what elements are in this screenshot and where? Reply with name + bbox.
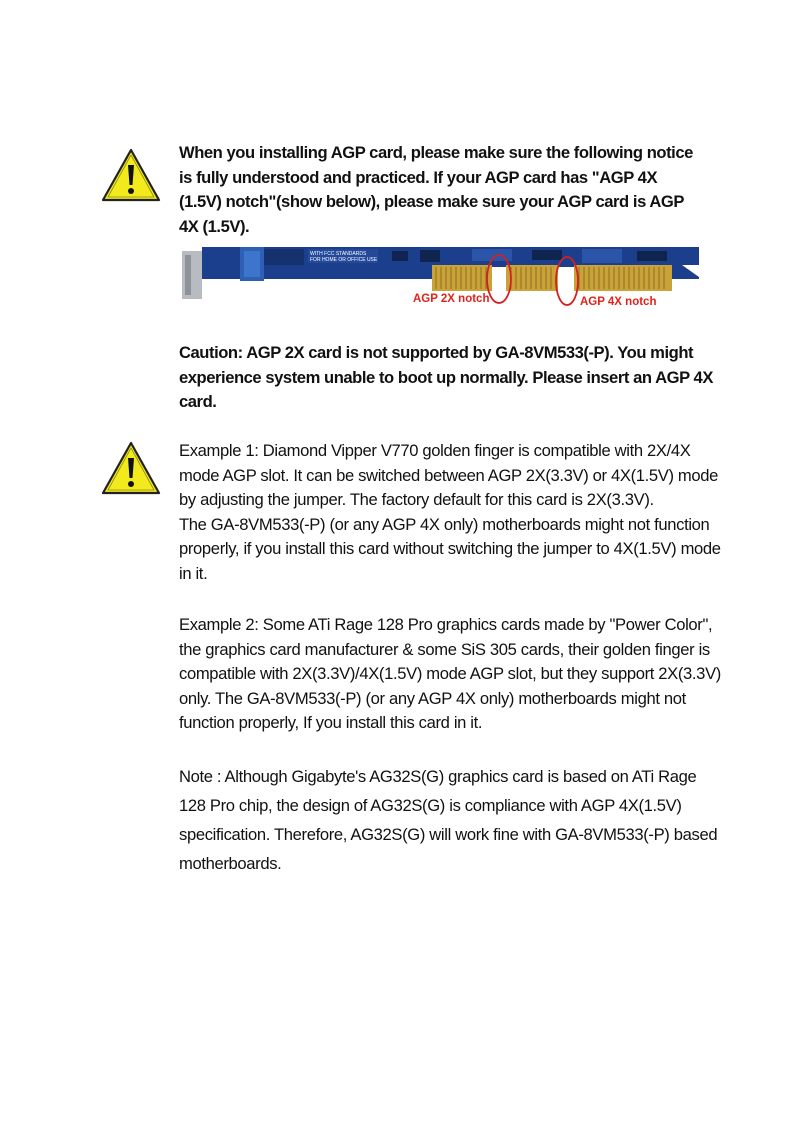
note-line: Note : Although Gigabyte's AG32S(G) graphics card is based on ATi Rage <box>179 767 697 786</box>
note-line: motherboards. <box>179 854 282 873</box>
warning-triangle-icon <box>101 148 161 202</box>
example1-line: in it. <box>179 563 208 583</box>
example1-line: properly, if you install this card without switching the jumper to 4X(1.5V) mode <box>179 539 721 558</box>
example2-line: Example 2: Some ATi Rage 128 Pro graphics cards made by "Power Color", <box>179 615 713 634</box>
note-line: 128 Pro chip, the design of AG32S(G) is compliance with AGP 4X(1.5V) <box>179 796 682 815</box>
notice-line: 4X (1.5V). <box>179 216 250 236</box>
agp-4x-notch-label: AGP 4X notch <box>580 296 657 308</box>
agp-install-notice <box>179 141 709 239</box>
note-paragraph <box>179 762 718 878</box>
note-line: specification. Therefore, AG32S(G) will work fine with GA-8VM533(-P) based <box>179 825 718 844</box>
example2-line: only. The GA-8VM533(-P) (or any AGP 4X only) motherboards might not <box>179 688 686 708</box>
example2-line: function properly, If you install this card in it. <box>179 713 483 732</box>
example1-line: by adjusting the jumper. The factory default for this card is 2X(3.3V). <box>179 490 654 509</box>
agp-2x-notch-label: AGP 2X notch <box>413 293 490 305</box>
notice-line: is fully understood and practiced. If your AGP card has "AGP 4X <box>179 167 658 187</box>
agp-card-photo <box>182 247 699 311</box>
example1-line: Example 1: Diamond Vipper V770 golden finger is compatible with 2X/4X <box>179 441 691 460</box>
example1-line: mode AGP slot. It can be switched between AGP 2X(3.3V) or 4X(1.5V) mode <box>179 465 719 485</box>
warning-triangle-icon <box>101 441 161 495</box>
example2-line: compatible with 2X(3.3V)/4X(1.5V) mode AGP slot, but they support 2X(3.3V) <box>179 664 721 683</box>
caution-line: Caution: AGP 2X card is not supported by GA-8VM533(-P). You might <box>179 343 694 362</box>
example1-line: The GA-8VM533(-P) (or any AGP 4X only) motherboards might not function <box>179 514 710 534</box>
svg-text:FOR HOME OR OFFICE USE: FOR HOME OR OFFICE USE <box>310 257 378 263</box>
example-1-paragraph <box>179 439 721 586</box>
svg-text:WITH FCC STANDARDS: WITH FCC STANDARDS <box>310 251 367 257</box>
notice-line: When you installing AGP card, please make sure the following notice <box>179 143 693 162</box>
example2-line: the graphics card manufacturer & some SiS 305 cards, their golden finger is <box>179 639 710 659</box>
example-2-paragraph <box>179 613 721 736</box>
caution-line: card. <box>179 392 217 411</box>
caution-line: experience system unable to boot up normally. Please insert an AGP 4X <box>179 367 713 387</box>
notice-line: (1.5V) notch"(show below), please make sure your AGP card is AGP <box>179 192 684 211</box>
caution-paragraph <box>179 341 713 415</box>
